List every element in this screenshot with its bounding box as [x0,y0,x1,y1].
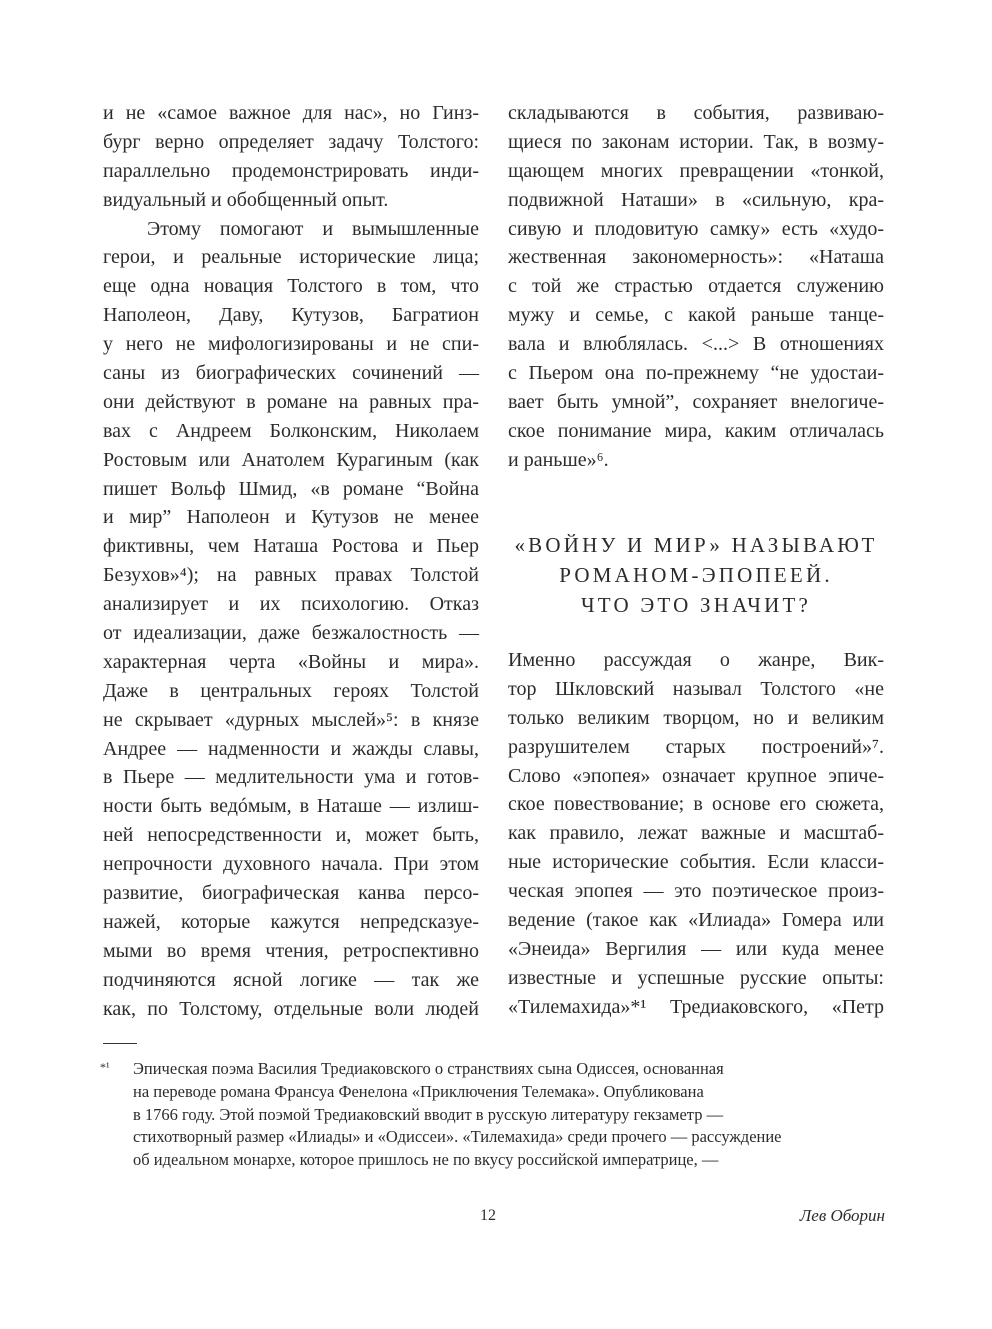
text-line: Именно рассуждая о жанре, Вик- [508,649,884,671]
footnote-line: об идеальном монархе, которое пришлось не по вкусу российской императрице, — [133,1150,719,1170]
text-line: ней непосредственности и, может быть, [103,824,479,847]
text-line: мыми во время чтения, ретроспективно [103,939,479,962]
left-column [103,99,479,1024]
text-line: Слово «эпопея» означает крупное эпиче- [508,764,884,787]
text-line: ведение (такое как «Илиада» Гомера или [508,909,884,932]
text-line: известные и успешные русские опыты: [508,966,884,989]
footnote-marker: *¹ [100,1060,110,1074]
text-line: Безухов»⁴); на равных правах Толстой [103,564,479,587]
text-line: видуальный и обобщенный опыт. [103,188,389,211]
footnote-divider [103,1043,137,1044]
text-line: у него не мифологизированы и не спи- [103,333,479,356]
text-line: подвижной Наташи» в «сильную, кра- [508,188,884,211]
text-line: в Пьере — медлительности ума и готов- [103,766,479,789]
page-number: 12 [480,1207,496,1224]
text-line: и не «самое важное для нас», но Гинз- [103,102,479,124]
text-line: ные исторические события. Если класси- [508,851,884,874]
text-line: и раньше»⁶. [508,448,609,471]
footnote-text [133,1058,782,1172]
text-line: саны из биографических сочинений — [103,362,479,385]
text-line: параллельно продемонстрировать инди- [103,159,479,182]
heading-line: РОМАНОМ-ЭПОПЕЕЙ. [559,563,833,587]
text-line: вах с Андреем Болконским, Николаем [103,419,479,442]
text-line: ское повествование; в основе его сюжета, [508,793,884,816]
text-line: бург верно определяет задачу Толстого: [103,130,479,153]
footnote-line: на переводе романа Франсуа Фенелона «Приключения Телемака». Опубликована [133,1081,704,1101]
text-line: мужу и семье, с какой раньше танце- [508,304,884,327]
footnote-line: стихотворный размер «Илиады» и «Одиссеи». «Тилемахида» среди прочего — рассуждение [133,1127,782,1147]
text-line: ское понимание мира, каким отличалась [508,419,884,442]
text-line: ности быть ведóмым, в Наташе — излиш- [103,795,479,818]
text-line: анализирует и их психологию. Отказ [103,593,479,616]
footnote-line: Эпическая поэма Василия Тредиаковского о странствиях сына Одиссея, основанная [133,1059,724,1078]
text-line: «Тилемахида»*¹ Тредиаковского, «Петр [508,995,884,1018]
text-line: герои, и реальные исторические лица; [103,246,479,269]
text-line: складываются в события, развиваю- [508,102,884,124]
footnote-line: в 1766 году. Этой поэмой Тредиаковский вводит в русскую литературу гекзаметр — [133,1104,724,1124]
text-line: они действуют в романе на равных пра- [103,390,479,413]
text-line: пишет Вольф Шмид, «в романе “Война [103,477,479,500]
text-line: фиктивны, чем Наташа Ростова и Пьер [103,535,479,558]
text-line: щиеся по законам истории. Так, в возму- [508,130,884,153]
text-line: нажей, которые кажутся непредсказуе- [103,910,479,933]
text-line: вала и влюблялась. <...> В отношениях [508,333,884,356]
text-line: разрушителем старых построений»⁷. [508,735,884,758]
section-body [508,646,884,1022]
text-line: от идеализации, даже безжалостность — [103,622,479,645]
text-line: тор Шкловский называл Толстого «не [508,677,884,700]
text-line: Этому помогают и вымышленные [147,217,479,240]
text-line: только великим творцом, но и великим [508,706,884,729]
text-line: Ростовым или Анатолем Курагиным (как [103,448,479,471]
right-column [508,99,884,475]
text-line: Андрее — надменности и жажды славы, [103,737,479,760]
text-line: сивую и плодовитую самку» есть «худо- [508,217,884,240]
text-line: щающем многих превращении «тонкой, [508,159,884,182]
heading-line: ЧТО ЭТО ЗНАЧИТ? [580,593,812,617]
text-line: вает быть умной”, сохраняет внелогиче- [508,390,884,413]
text-line: как правило, лежат важные и масштаб- [508,822,884,845]
heading-line: «ВОЙНУ И МИР» НАЗЫВАЮТ [514,533,878,557]
text-line: ческая эпопея — это поэтическое произ- [508,880,884,903]
text-line: характерная черта «Войны и мира». [103,650,479,673]
text-line: как, по Толстому, отдельные воли людей [103,997,479,1020]
text-line: еще одна новация Толстого в том, что [103,275,479,298]
running-footer-author: Лев Оборин [799,1206,885,1225]
text-line: Даже в центральных героях Толстой [103,679,479,702]
text-line: жественная закономерность»: «Наташа [508,246,884,269]
text-line: не скрывает «дурных мыслей»⁵: в князе [103,708,479,731]
text-line: «Энеида» Вергилия — или куда менее [508,937,884,960]
text-line: с Пьером она по-прежнему “не удостаи- [508,362,884,385]
text-line: подчиняются ясной логике — так же [103,968,479,991]
section-heading [508,530,884,620]
text-line: и мир” Наполеон и Кутузов не менее [103,506,479,529]
text-line: развитие, биографическая канва персо- [103,882,479,905]
text-line: с той же страстью отдается служению [508,275,884,298]
text-line: непрочности духовного начала. При этом [103,853,479,876]
text-line: Наполеон, Даву, Кутузов, Багратион [103,304,479,327]
